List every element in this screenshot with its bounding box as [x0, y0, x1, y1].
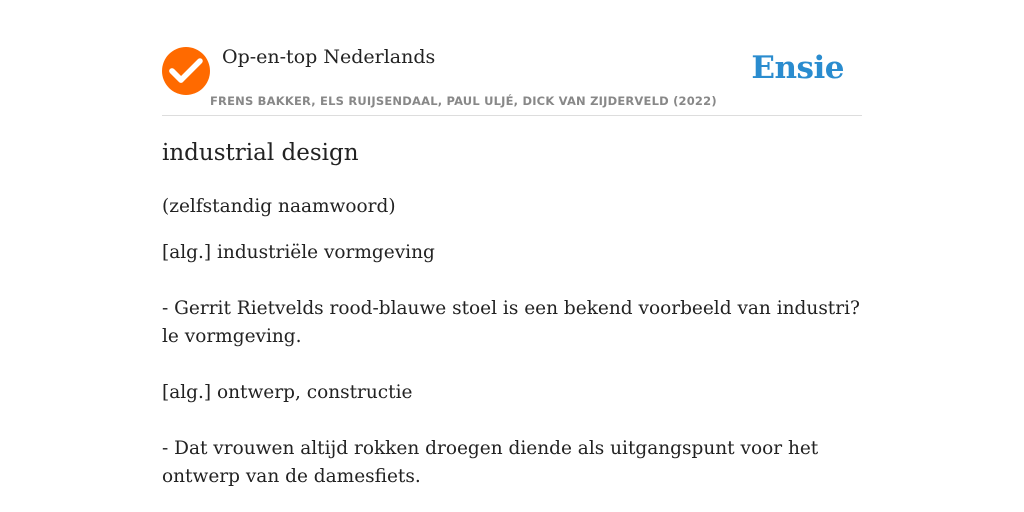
checkmark-icon [169, 57, 203, 85]
definition-2: [alg.] ontwerp, constructie [162, 382, 413, 403]
definition-1: [alg.] industriële vormgeving [162, 242, 435, 263]
source-header [162, 0, 862, 116]
brand-logo[interactable]: Ensie [751, 50, 844, 86]
entry-headword: industrial design [162, 140, 359, 166]
source-authors: FRENS BAKKER, ELS RUIJSENDAAL, PAUL ULJÉ, DICK VAN ZIJDERVELD (2022) [210, 94, 717, 108]
source-logo[interactable] [162, 47, 210, 95]
source-title[interactable]: Op-en-top Nederlands [222, 46, 436, 68]
example-2: - Dat vrouwen altijd rokken droegen diende als uitgangspunt voor het ontwerp van de damesfiets. [162, 438, 819, 487]
entry-card [162, 0, 862, 512]
example-1: - Gerrit Rietvelds rood-blauwe stoel is een bekend voorbeeld van industri?le vormgeving. [162, 298, 860, 347]
part-of-speech: (zelfstandig naamwoord) [162, 196, 396, 217]
